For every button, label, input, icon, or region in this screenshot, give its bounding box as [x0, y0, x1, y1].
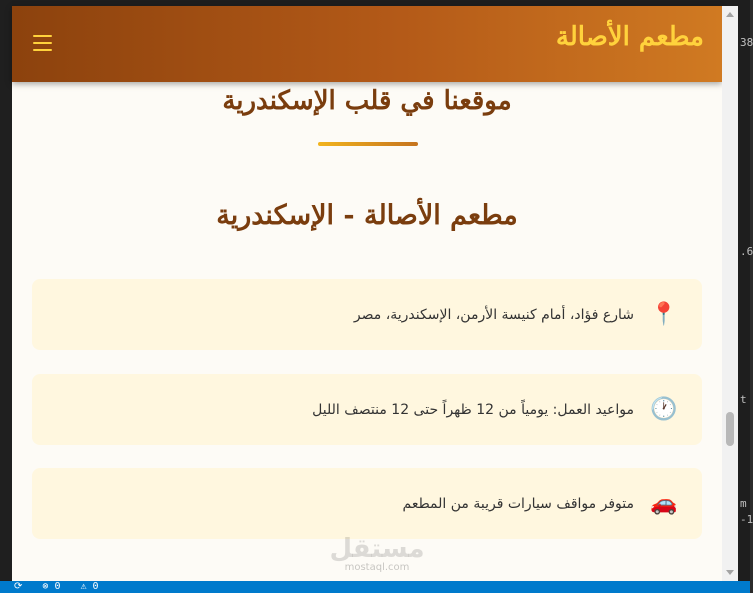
info-card-hours [32, 374, 702, 445]
mostaql-watermark [322, 536, 432, 573]
brand-logo[interactable]: مطعم الأصالة [555, 22, 704, 52]
car-icon: 🚗 [650, 491, 678, 516]
page-scrollbar[interactable] [722, 6, 738, 581]
scroll-thumb[interactable] [726, 412, 734, 446]
scroll-up-arrow-icon[interactable] [726, 12, 734, 17]
pushpin-icon: 📍 [650, 302, 678, 327]
editor-code-fragment: t [740, 393, 747, 406]
hamburger-icon[interactable] [33, 35, 52, 52]
address-text: شارع فؤاد، أمام كنيسة الأرمن، الإسكندرية، مصر [353, 306, 634, 323]
editor-code-fragment: -1 [740, 513, 753, 526]
warnings-count[interactable]: ⚠ 0 [80, 581, 99, 592]
editor-left-strip [0, 0, 12, 593]
hours-text: مواعيد العمل: يومياً من 12 ظهراً حتى 12 منتصف الليل [312, 401, 634, 418]
info-card-parking [32, 468, 702, 539]
scroll-down-arrow-icon[interactable] [726, 570, 734, 575]
editor-status-bar [0, 581, 750, 593]
site-navbar [12, 6, 722, 82]
clock-icon: 🕐 [650, 397, 678, 422]
restaurant-name-heading: مطعم الأصالة - الإسكندرية [216, 200, 518, 231]
location-section [12, 82, 722, 581]
editor-code-fragment: m [740, 497, 747, 510]
editor-code-fragment: .6 [740, 245, 753, 258]
parking-text: متوفر مواقف سيارات قريبة من المطعم [402, 495, 634, 512]
errors-count[interactable]: ⊗ 0 [42, 581, 61, 592]
title-underline [318, 142, 418, 146]
info-card-address [32, 279, 702, 350]
section-title: موقعنا في قلب الإسكندرية [222, 86, 512, 116]
browser-window [12, 6, 738, 581]
editor-code-fragment: 38 [740, 36, 753, 49]
watermark-logo: مستقل [329, 534, 425, 564]
sync-icon[interactable]: ⟳ [14, 581, 23, 592]
watermark-url: mostaql.com [344, 562, 410, 573]
